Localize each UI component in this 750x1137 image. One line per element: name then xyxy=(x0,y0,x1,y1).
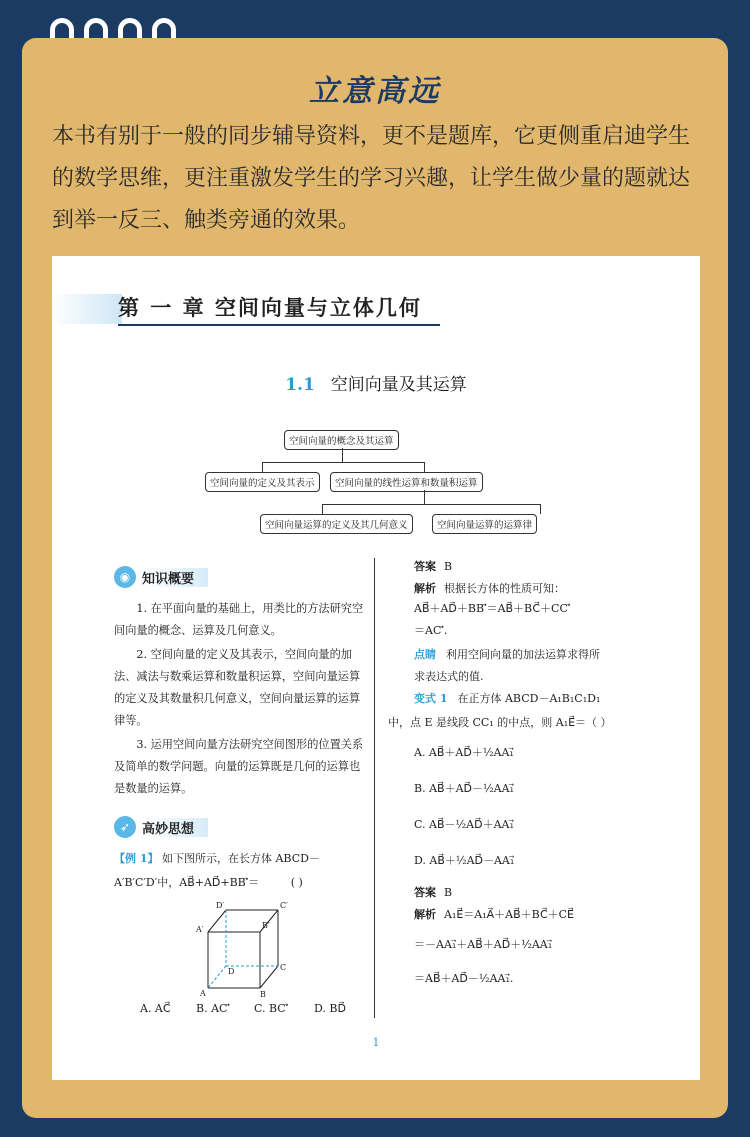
variant-line: 中，点 E 是线段 CC₁ 的中点，则 A₁E⃗＝（ ） xyxy=(388,716,612,729)
chapter-underline xyxy=(118,324,440,326)
analysis-1-line: AB⃗＋AD⃗＋BB′⃗＝AB⃗＋BC⃗＋CC′⃗ xyxy=(414,602,571,615)
tree-node: 空间向量的定义及其表示 xyxy=(205,472,320,492)
variant-option: C. AB⃗－½AD⃗＋AA₁⃗ xyxy=(414,818,514,831)
tree-line xyxy=(424,462,425,472)
variant-heading: 变式 1 在正方体 ABCD－A₁B₁C₁D₁ xyxy=(414,692,601,705)
knowledge-paragraph: 2. 空间向量的定义及其表示，空间向量的加法、减法与数乘运算和数量积运算，空间向量运算的定义及其数量积几何意义，空间向量运算的运算律等。 xyxy=(114,648,361,727)
column-divider xyxy=(374,558,375,1018)
cube-label: A′ xyxy=(196,925,204,934)
section-number: 1.1 xyxy=(285,375,315,395)
cube-label: B′ xyxy=(262,921,270,930)
tree-line xyxy=(322,504,323,514)
example-option: C. BC′⃗ xyxy=(254,1002,289,1015)
cube-label: D′ xyxy=(216,901,225,910)
knowledge-paragraph: 1. 在平面向量的基础上，用类比的方法研究空间向量的概念、运算及几何意义。 xyxy=(114,602,364,637)
intro-text: 本书有别于一般的同步辅导资料，更不是题库，它更侧重启迪学生的数学思维，更注重激发学生的学习兴趣，让学生做少量的题就达到举一反三、触类旁通的效果。 xyxy=(52,124,691,233)
analysis-1: 解析 根据长方体的性质可知： xyxy=(414,582,565,595)
variant-option: D. AB⃗＋½AD⃗－AA₁⃗ xyxy=(414,854,515,867)
tree-line xyxy=(342,448,343,462)
section-title: 空间向量及其运算 xyxy=(330,375,467,395)
example-line: A′B′C′D′中，AB⃗+AD⃗+BB′⃗＝ ( ) xyxy=(114,876,303,889)
tree-line xyxy=(424,490,425,504)
variant-option: A. AB⃗＋AD⃗＋½AA₁⃗ xyxy=(414,746,514,759)
cube-label: A xyxy=(200,989,206,998)
cube-label: C xyxy=(280,963,287,972)
answer-2: 答案 B xyxy=(414,886,453,899)
page-number: 1 xyxy=(372,1036,380,1049)
tree-node: 空间向量运算的运算律 xyxy=(432,514,537,534)
cube-label: B xyxy=(260,990,266,998)
example-line: 【例 1】 如下图所示，在长方体 ABCD－ xyxy=(114,852,320,865)
tree-line xyxy=(262,462,424,463)
chapter-title: 第 一 章 空间向量与立体几何 xyxy=(118,295,422,320)
tree-node: 空间向量运算的定义及其几何意义 xyxy=(260,514,413,534)
analysis-2-line: ＝－AA₁⃗＋AB⃗＋AD⃗＋½AA₁⃗ xyxy=(414,938,553,951)
bird-icon: ➶ xyxy=(114,816,136,838)
analysis-1-line: ＝AC′⃗. xyxy=(414,624,448,637)
tree-line xyxy=(262,462,263,472)
variant-option: B. AB⃗＋AD⃗－½AA₁⃗ xyxy=(414,782,514,795)
knowledge-heading: ◉ 知识概要 xyxy=(114,564,208,590)
globe-icon: ◉ xyxy=(114,566,136,588)
example-label: 【例 1】 xyxy=(114,852,159,865)
tree-node: 空间向量的线性运算和数量积运算 xyxy=(330,472,483,492)
ideas-heading: ➶ 高妙思想 xyxy=(114,814,208,840)
example-paren: ( ) xyxy=(290,876,303,889)
tree-line xyxy=(322,504,540,505)
tree-root: 空间向量的概念及其运算 xyxy=(284,430,399,450)
tip-line: 求表达式的值. xyxy=(414,670,484,683)
section-heading xyxy=(52,370,700,395)
knowledge-paragraph: 3. 运用空间向量方法研究空间图形的位置关系及简单的数学问题。向量的运算既是几何的运算也是数量的运算。 xyxy=(114,738,364,795)
answer-1: 答案 B xyxy=(414,560,453,573)
example-option: A. AC⃗ xyxy=(140,1002,171,1015)
tip: 点睛 利用空间向量的加法运算求得所 xyxy=(414,648,600,661)
analysis-2-line: ＝AB⃗＋AD⃗－½AA₁⃗. xyxy=(414,972,514,985)
example-option: D. BD⃗ xyxy=(314,1002,346,1015)
chapter-band xyxy=(52,294,122,324)
cube-label: D xyxy=(228,967,235,976)
example-option: B. AC′⃗ xyxy=(196,1002,230,1015)
tree-line xyxy=(540,504,541,514)
cuboid-figure xyxy=(192,898,292,998)
cube-label: C′ xyxy=(280,901,288,910)
feature-title: 立意高远 xyxy=(309,74,441,109)
analysis-2: 解析 A₁E⃗＝A₁A⃗＋AB⃗＋BC⃗＋CE⃗ xyxy=(414,908,575,921)
book-page-preview xyxy=(52,256,700,1080)
